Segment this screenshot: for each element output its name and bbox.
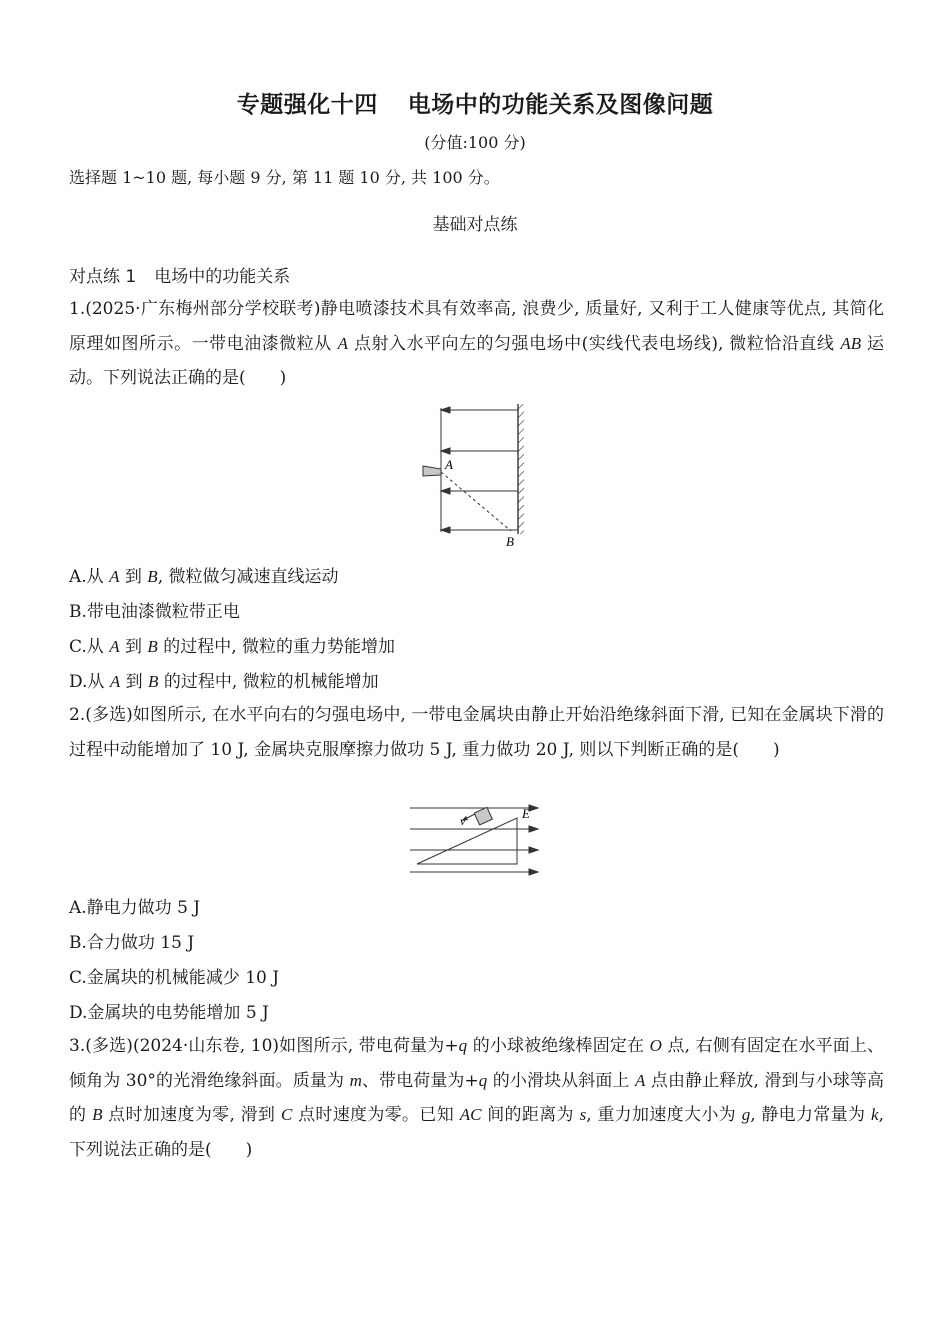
fig-label-b: B: [506, 534, 514, 549]
fig-label-a: A: [445, 457, 453, 472]
question-1-option-d[interactable]: D.从 A 到 B 的过程中, 微粒的机械能增加: [69, 672, 379, 692]
question-3-tag: (多选): [85, 1036, 133, 1056]
title-left: 专题强化十四: [236, 92, 378, 118]
question-3-source: (2024·山东卷, 10): [132, 1036, 280, 1056]
question-2-stem: 2.(多选)如图所示, 在水平向右的匀强电场中, 一带电金属块由静止开始沿绝缘斜面下滑, 已知在金属块下滑的过程中动能增加了 10 J, 金属块克服摩擦力做功 5 J, 重力做功 20 J, 则以下判断正确的是( ): [69, 705, 885, 760]
fig-label-v: v: [460, 814, 466, 828]
question-1-option-c[interactable]: C.从 A 到 B 的过程中, 微粒的重力势能增加: [69, 637, 396, 657]
question-2-option-a[interactable]: A.静电力做功 5 J: [69, 898, 201, 918]
metal-block: [474, 807, 492, 825]
question-1-source: (2025·广东梅州部分学校联考): [85, 299, 321, 319]
question-2-option-c[interactable]: C.金属块的机械能减少 10 J: [69, 968, 280, 988]
instructions: 选择题 1~10 题, 每小题 9 分, 第 11 题 10 分, 共 100 分。: [69, 168, 500, 187]
subsection-label: 对点练 1: [69, 267, 137, 287]
question-2-tag: (多选): [85, 705, 133, 725]
question-1-option-b[interactable]: B.带电油漆微粒带正电: [69, 602, 240, 622]
trajectory-line: [441, 472, 511, 531]
question-1-option-a[interactable]: A.从 A 到 B, 微粒做匀减速直线运动: [69, 567, 339, 587]
score-line: (分值:100 分): [424, 133, 526, 152]
section-heading: 基础对点练: [432, 215, 518, 235]
spray-nozzle: [423, 466, 441, 476]
subsection-heading: [69, 262, 290, 287]
page-title: [0, 86, 950, 119]
incline: [417, 818, 517, 864]
question-2-option-b[interactable]: B.合力做功 15 J: [69, 933, 195, 953]
figure-electrostatic-spray: [410, 398, 540, 550]
plate-hatching: [518, 404, 524, 534]
subsection-title: 电场中的功能关系: [154, 267, 291, 287]
question-2-option-d[interactable]: D.金属块的电势能增加 5 J: [69, 1003, 269, 1023]
figure-incline-in-field: [405, 800, 545, 882]
question-1-stem: 1.(2025·广东梅州部分学校联考)静电喷漆技术具有效率高, 浪费少, 质量好, 又利于工人健康等优点, 其简化原理如图所示。一带电油漆微粒从 A 点射入水平向左的匀强电场中(实线代表电场线), 微粒恰沿直线 AB 运动。下列说法正确的是( ): [69, 299, 885, 388]
title-right: 电场中的功能关系及图像问题: [407, 92, 714, 118]
question-3-stem: 3.(多选)(2024·山东卷, 10)如图所示, 带电荷量为+q 的小球被绝缘棒固定在 O 点, 右侧有固定在水平面上、倾角为 30°的光滑绝缘斜面。质量为 m、带电荷量为+q 的小滑块从斜面上 A 点由静止释放, 滑到与小球等高的 B 点时加速度为零, 滑到 C 点时速度为零。已知 AC 间的距离为 s, 重力加速度大小为 g, 静电力常量为 k, 下列说法正确的是( ): [69, 1036, 885, 1160]
fig-label-e: E: [522, 806, 530, 821]
